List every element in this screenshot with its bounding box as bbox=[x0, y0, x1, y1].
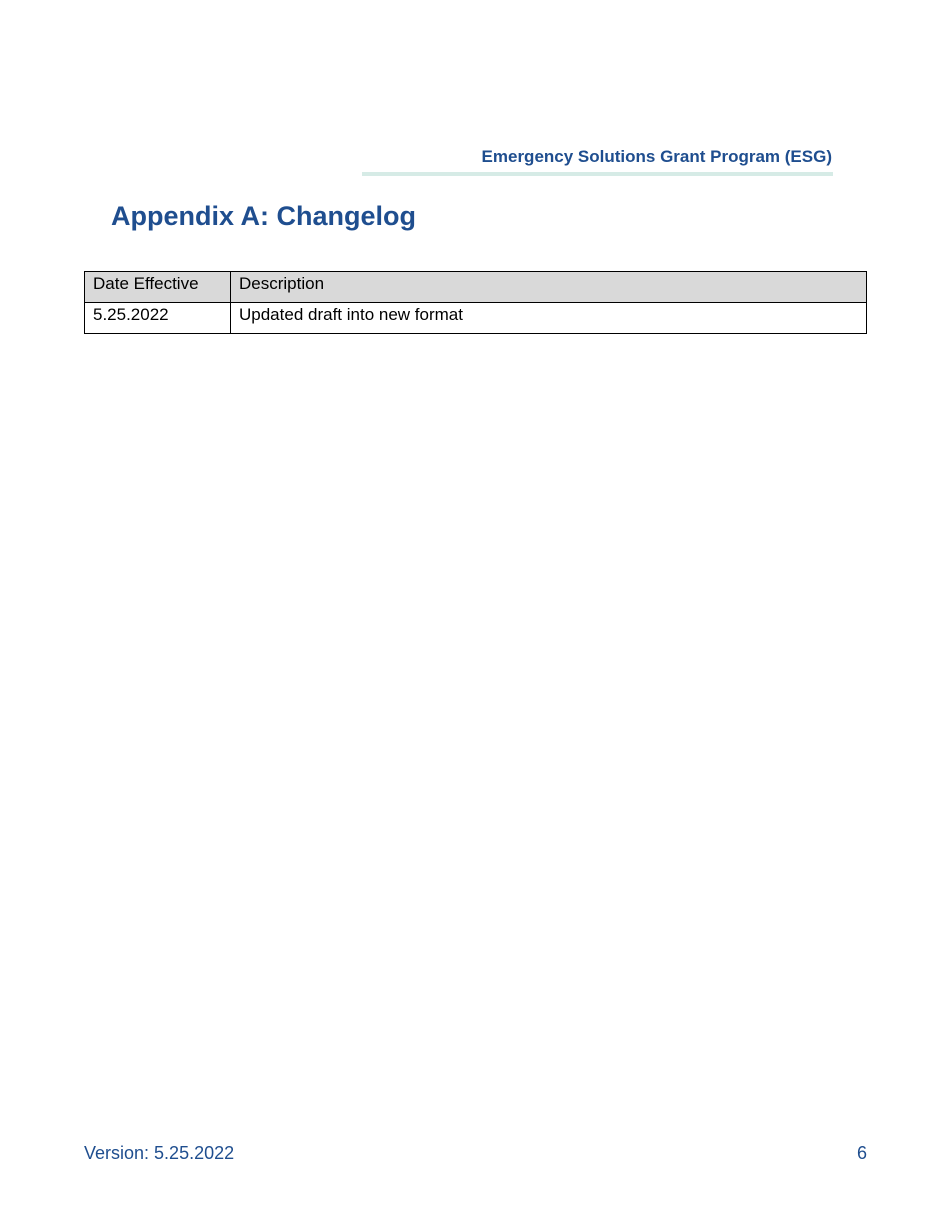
page-title: Appendix A: Changelog bbox=[111, 201, 416, 231]
footer-page-number: 6 bbox=[856, 1143, 867, 1163]
column-header-date-effective: Date Effective bbox=[85, 272, 231, 303]
table-header-row bbox=[85, 272, 867, 303]
header-divider bbox=[362, 172, 833, 176]
cell-description: Updated draft into new format bbox=[231, 303, 867, 334]
cell-date-effective: 5.25.2022 bbox=[85, 303, 231, 334]
column-header-description: Description bbox=[231, 272, 867, 303]
document-header-title: Emergency Solutions Grant Program (ESG) bbox=[481, 147, 832, 166]
changelog-table bbox=[84, 271, 867, 334]
footer-version: Version: 5.25.2022 bbox=[84, 1143, 235, 1163]
table-row bbox=[85, 303, 867, 334]
